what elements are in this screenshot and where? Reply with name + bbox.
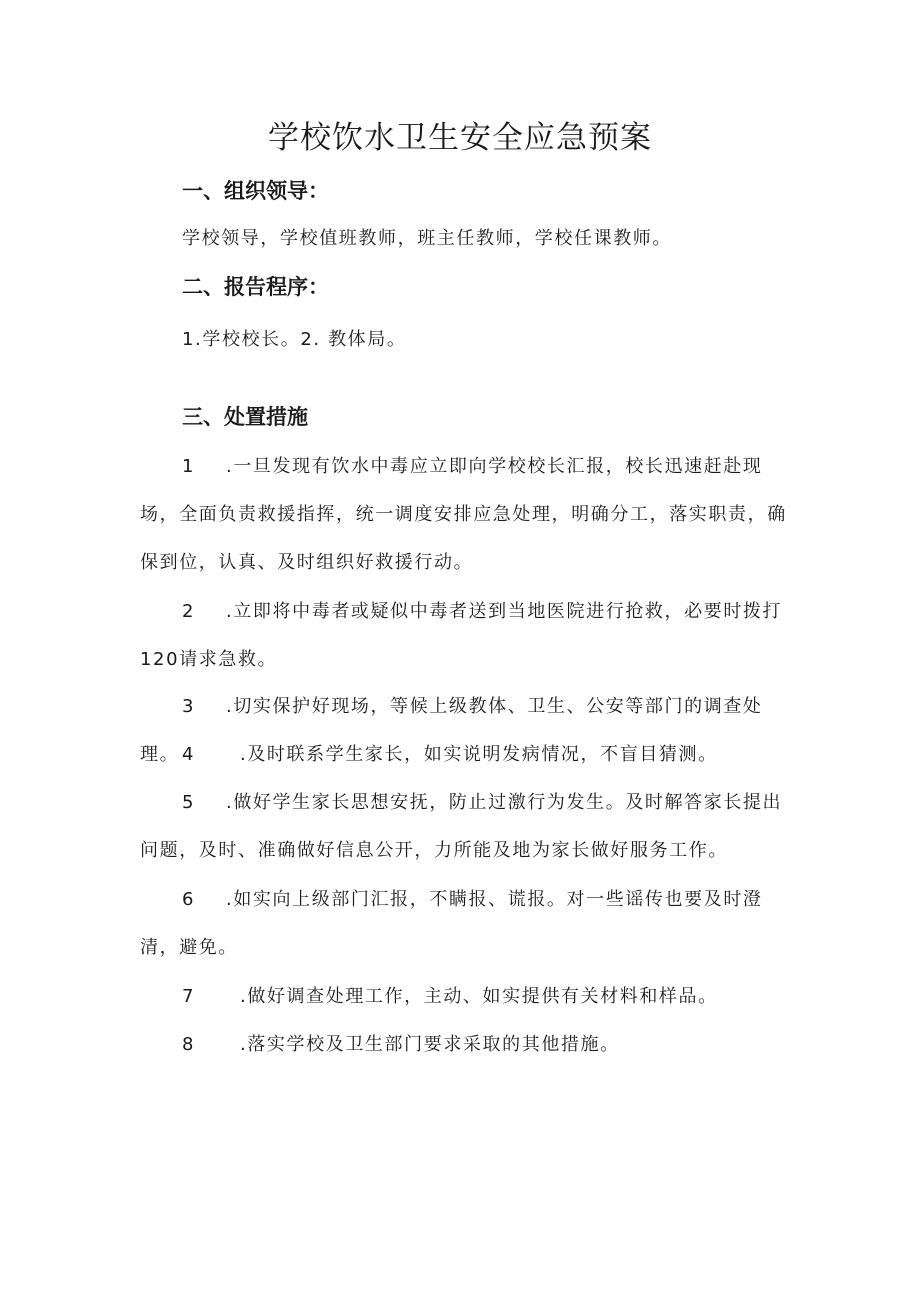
section-body-organization: 学校领导，学校值班教师，班主任教师，学校任课教师。 — [182, 228, 672, 249]
section-heading-measures: 三、处置措施 — [182, 405, 308, 429]
measure-text: .落实学校及卫生部门要求采取的其他措施。 — [240, 1034, 620, 1055]
section-heading-organization: 一、组织领导： — [182, 179, 329, 203]
measure-text: .切实保护好现场，等候上级教体、卫生、公安等部门的调查处理。 — [140, 696, 763, 765]
measure-item-1 — [140, 443, 790, 587]
measure-number: 8 — [182, 1034, 196, 1055]
measure-number: 4 — [182, 744, 196, 765]
measure-text: .做好调查处理工作，主动、如实提供有关材料和样品。 — [240, 986, 718, 1007]
measure-text: .一旦发现有饮水中毒应立即向学校校长汇报，校长迅速赶赴现场，全面负责救援指挥，统一调度安排应急处理，明确分工，落实职责，确保到位，认真、及时组织好救援行动。 — [140, 456, 787, 573]
measure-number: 3 — [182, 696, 196, 717]
measure-item-5 — [140, 779, 790, 875]
measure-item-8 — [140, 1021, 790, 1069]
measure-number: 6 — [182, 889, 196, 910]
measure-text: .及时联系学生家长，如实说明发病情况，不盲目猜测。 — [240, 744, 718, 765]
measure-item-2 — [140, 588, 790, 684]
measure-text: .如实向上级部门汇报，不瞒报、谎报。对一些谣传也要及时澄清，避免。 — [140, 889, 763, 958]
measure-text: .立即将中毒者或疑似中毒者送到当地医院进行抢救，必要时拨打120请求急救。 — [140, 601, 783, 670]
document-title: 学校饮水卫生安全应急预案 — [268, 120, 652, 156]
measure-item-6 — [140, 876, 790, 972]
measure-number: 2 — [182, 601, 196, 622]
measure-number: 1 — [182, 456, 196, 477]
measure-item-4 — [140, 731, 790, 779]
measure-number: 7 — [182, 986, 196, 1007]
section-heading-reporting: 二、报告程序： — [182, 275, 329, 299]
measure-text: .做好学生家长思想安抚，防止过激行为发生。及时解答家长提出问题，及时、准确做好信息公开，力所能及地为家长做好服务工作。 — [140, 792, 783, 861]
measure-item-7 — [140, 973, 790, 1021]
section-body-reporting: 1.学校校长。2. 教体局。 — [182, 329, 407, 350]
measure-number: 5 — [182, 792, 196, 813]
